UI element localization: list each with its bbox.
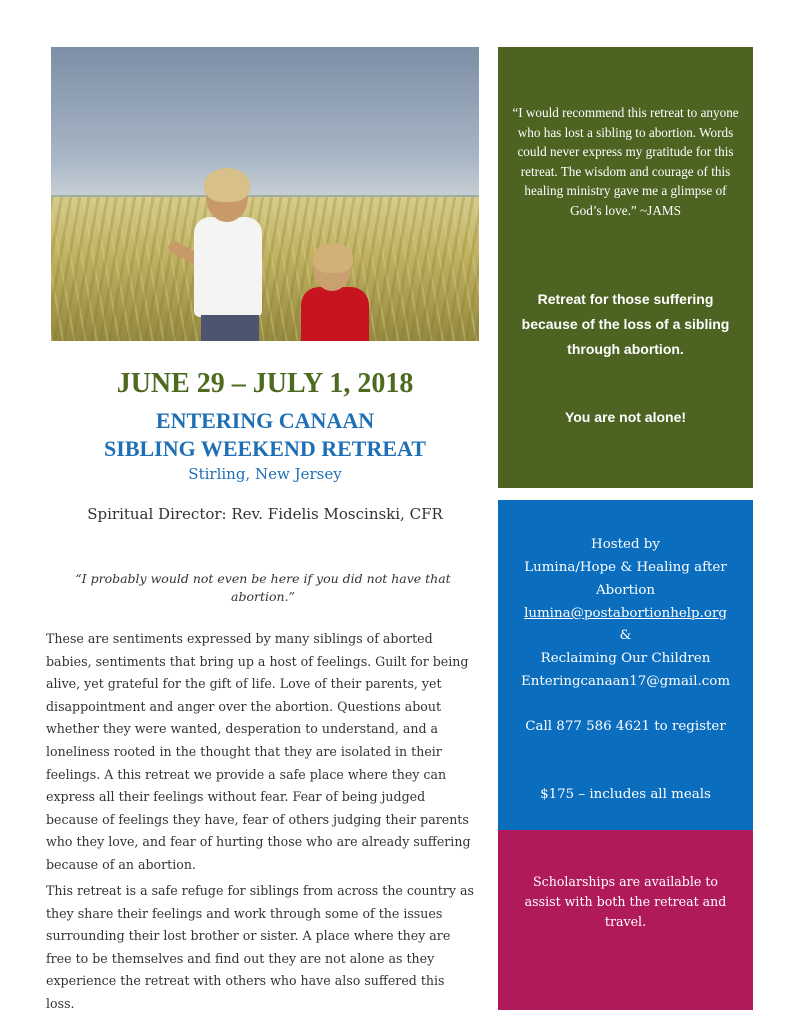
host2-name: Reclaiming Our Children — [540, 651, 711, 666]
hosted-by-label: Hosted by — [591, 537, 660, 552]
sibling-quote: “I probably would not even be here if you did not have that abortion.” — [75, 571, 451, 604]
spiritual-director: Spiritual Director: Rev. Fidelis Moscinski, CFR — [87, 505, 443, 523]
event-location: Stirling, New Jersey — [188, 465, 342, 483]
event-name-line1: ENTERING CANAAN — [155, 408, 375, 433]
body-paragraph-2: This retreat is a safe refuge for siblings from across the country as they share their feelings and work through some of the issues surrounding their lost brother or sister. A place where they are free to be themselves and find out they are not alone as they experience the retreat with others who have also suffered this loss. — [46, 883, 474, 1011]
photo-boy-shirt — [194, 217, 262, 317]
retreat-tagline: Retreat for those suffering because of the loss of a sibling through abortion. — [521, 291, 730, 357]
host-info-panel — [498, 500, 753, 830]
not-alone-text: You are not alone! — [564, 409, 687, 425]
host2-block — [508, 647, 743, 693]
photo-boy-shorts — [201, 315, 259, 341]
ampersand: & — [619, 628, 632, 643]
photo-girl-shirt — [301, 287, 369, 341]
event-date-title: JUNE 29 – JULY 1, 2018 — [116, 368, 414, 399]
price-info: $175 – includes all meals — [540, 787, 711, 802]
event-name-line2: SIBLING WEEKEND RETREAT — [104, 436, 426, 461]
host2-email[interactable]: Enteringcanaan17@gmail.com — [520, 674, 731, 689]
host1-name: Lumina/Hope & Healing after Abortion — [524, 560, 727, 598]
host1-block — [508, 533, 743, 625]
hero-photo-children-in-field — [51, 47, 479, 341]
testimonial-text: “I would recommend this retreat to anyone who has lost a sibling to abortion. Words could never express my gratitude for this retreat. The wisdom and courage of this healing ministry gave me a glimpse of God’s love.” ~JAMS — [512, 105, 739, 218]
photo-boy-hair — [204, 168, 250, 202]
photo-wheat-field — [51, 197, 479, 341]
call-to-register: Call 877 586 4621 to register — [525, 719, 726, 734]
photo-girl-hair — [313, 243, 353, 273]
host1-email-link[interactable]: lumina@postabortionhelp.org — [524, 606, 727, 621]
scholarship-text: Scholarships are available to assist with both the retreat and travel. — [524, 874, 727, 929]
scholarship-panel — [498, 830, 753, 1010]
body-paragraph-1: These are sentiments expressed by many siblings of aborted babies, sentiments that bring up a host of feelings. Guilt for being alive, yet grateful for the gift of life. Love of their parents, yet disappointment and anger over the abortion. Questions about whether they were wanted, desperation to understand, and a loneliness rooted in the thought that they are isolated in their feelings. A this retreat we provide a safe place where they can express all their feelings without fear. Fear of being judged because of feelings they have, fear of others judging their parents who they love, and fear of hurting those who are already suffering because of an abortion. — [46, 631, 471, 872]
testimonial-panel — [498, 47, 753, 488]
